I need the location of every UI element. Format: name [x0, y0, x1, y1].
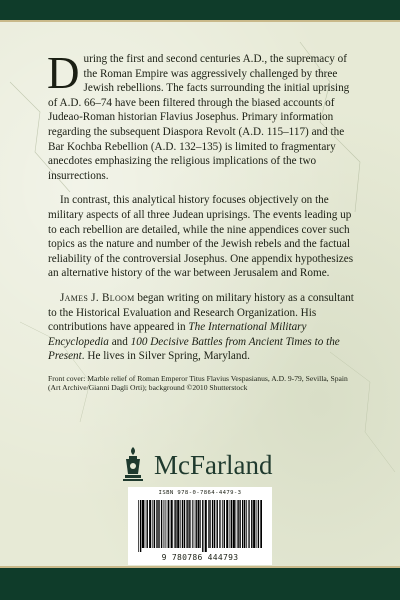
top-border-band [0, 0, 400, 22]
barcode-bar [140, 500, 141, 552]
barcode-bar [242, 500, 243, 548]
barcode-bar [158, 500, 159, 548]
barcode-bar [239, 500, 240, 548]
bottom-border-band [0, 566, 400, 600]
barcode-bar [200, 500, 201, 548]
barcode-bar [253, 500, 255, 548]
barcode-bar [224, 500, 225, 548]
book-title-2: 100 Decisive Battles from Ancient Times to the Present [48, 335, 340, 363]
barcode-bar [198, 500, 200, 548]
barcode-bar [226, 500, 228, 548]
barcode-area [128, 487, 272, 565]
drop-cap: D [47, 48, 80, 98]
barcode-bar [222, 500, 223, 548]
barcode-bar [186, 500, 187, 548]
blurb-paragraph-2: In contrast, this analytical history focuses objectively on the military aspects of all three Judean uprisings. The events leading up to each rebellion are detailed, while the nine appendices cover such topics as the nature and number of the Jewish rebels and the factual reliability of the controversial Josephus. One appendix hypothesizes an alternative history of the war between Jerusalem and Rome. [48, 194, 354, 280]
author-bio [48, 291, 360, 364]
barcode-bar [236, 500, 237, 548]
barcode-bar [246, 500, 247, 548]
barcode-bar [196, 500, 197, 548]
publisher-name: McFarland [154, 450, 273, 480]
barcode-bar [190, 500, 191, 548]
barcode-bar [147, 500, 148, 548]
cover-credit: Front cover: Marble relief of Roman Emperor Titus Flavius Vespasianus, A.D. 9-79, Sevilla, Spain (Art Archive/Gianni Dagli Orti); background ©2010 Shutterstock [48, 373, 348, 393]
barcode-bar [212, 500, 213, 548]
barcode-bar [164, 500, 165, 548]
barcode-bar [230, 500, 231, 548]
barcode-bar [209, 500, 210, 548]
author-bio-text-1: began writing on military history as a consultant to the Historical Evaluation and Research Organization. His contributions have appeared in [48, 291, 354, 334]
back-cover-text [47, 48, 360, 403]
barcode-bar [154, 500, 155, 548]
barcode-bar [231, 500, 232, 548]
barcode-bar [167, 500, 168, 548]
barcode-bar [168, 500, 169, 548]
barcode-bar [248, 500, 249, 548]
ean-digits: 9 780786 444793 [161, 553, 239, 562]
barcode-bar [258, 500, 259, 548]
barcode-bar [156, 500, 157, 548]
barcode-bar [194, 500, 195, 548]
barcode-bar [217, 500, 218, 548]
barcode-bar [256, 500, 257, 548]
blurb-paragraph-1-text: uring the first and second centuries A.D., the supremacy of the Roman Empire was aggressively challenged by three Jewish rebellions. The facts surrounding the initial uprising of A.D. 66–74 have been filtered through the biased accounts of Judeao-Roman historian Flavius Josephus. Primary information regarding the subsequent Diaspora Revolt (A.D. 115–117) and the Bar Kochba Rebellion (A.D. 132–135) is limited to fragmentary anecdotes emphasizing the religious implications of the two insurrections. [48, 53, 350, 182]
barcode-bar [145, 500, 146, 548]
barcode-bar [260, 500, 262, 548]
barcode-bar [214, 500, 215, 548]
barcode-bar [188, 500, 189, 548]
barcode-bar [219, 500, 220, 548]
barcode-bar [244, 500, 245, 548]
barcode-bar [149, 500, 151, 548]
barcode-bar [233, 500, 235, 548]
barcode-bar [184, 500, 185, 548]
barcode-bar [237, 500, 238, 548]
barcode-bar [182, 500, 183, 548]
barcode-bar [161, 500, 162, 548]
author-bio-text-2: and [108, 335, 131, 348]
barcode-bar [220, 500, 221, 548]
isbn-text: ISBN 978-0-7864-4479-3 [158, 490, 242, 496]
barcode-bar [175, 500, 176, 548]
publisher-logo [120, 446, 290, 486]
author-bio-text-3: . He lives in Silver Spring, Maryland. [81, 350, 250, 363]
barcode-bar [251, 500, 252, 548]
lamp-icon [120, 446, 146, 482]
barcode-bar [177, 500, 179, 548]
barcode-bar [152, 500, 153, 548]
barcode-bar [174, 500, 175, 548]
barcode-bar [208, 500, 209, 548]
author-name: James J. Bloom [60, 291, 135, 304]
barcode-bar [249, 500, 250, 548]
barcode-bars [138, 500, 262, 552]
barcode-bar [142, 500, 144, 548]
barcode-bar [165, 500, 166, 548]
barcode-bar [180, 500, 181, 548]
barcode-bar [192, 500, 193, 548]
barcode-bar [138, 500, 139, 552]
barcode-bar [205, 500, 207, 552]
blurb-paragraph-1 [47, 48, 360, 183]
book-title-1: The International Military Encyclopedia [48, 321, 307, 348]
barcode-bar [171, 500, 173, 548]
barcode-bar [202, 500, 203, 552]
